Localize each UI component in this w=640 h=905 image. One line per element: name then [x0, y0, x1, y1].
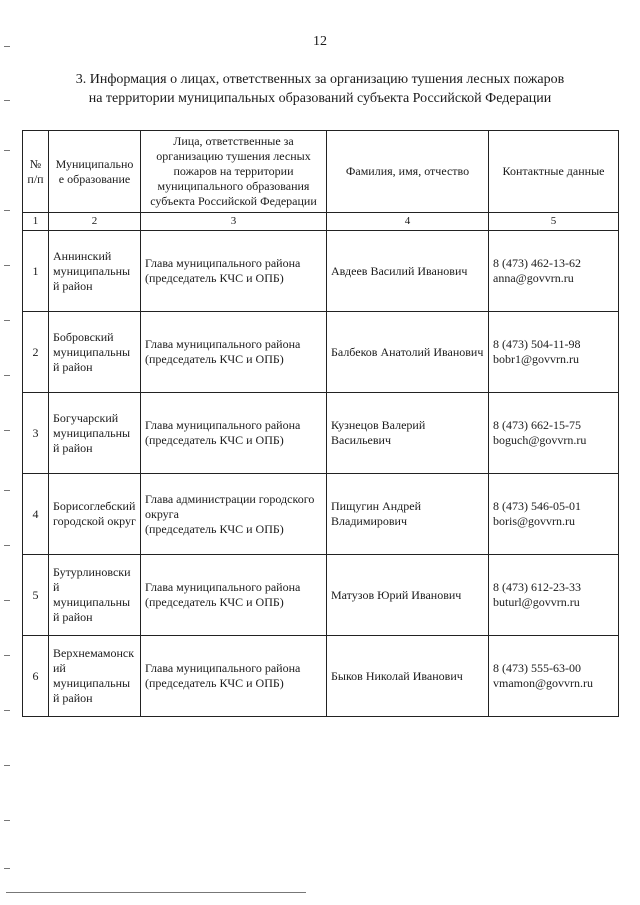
contacts-cell	[489, 636, 619, 717]
responsible-position: Глава муниципального района	[145, 337, 301, 351]
contacts-cell	[489, 231, 619, 312]
scan-tick	[4, 655, 10, 656]
phone-text: 8 (473) 662-15-75	[493, 418, 581, 432]
contacts-cell	[489, 474, 619, 555]
full-name-cell: Авдеев Василий Иванович	[327, 231, 489, 312]
section-title	[40, 70, 600, 108]
table-row	[23, 393, 619, 474]
scan-tick	[4, 150, 10, 151]
phone-text: 8 (473) 462-13-62	[493, 256, 581, 270]
row-number: 4	[23, 474, 49, 555]
row-number: 1	[23, 231, 49, 312]
responsible-role: (председатель КЧС и ОПБ)	[145, 676, 284, 690]
municipality-cell: Богучарский муниципальный район	[49, 393, 141, 474]
table-row	[23, 555, 619, 636]
municipality-cell: Бобровский муниципальный район	[49, 312, 141, 393]
email-text: buturl@govvrn.ru	[493, 595, 580, 609]
column-number: 3	[141, 213, 327, 231]
table-row	[23, 231, 619, 312]
table-row	[23, 312, 619, 393]
municipality-cell: Верхнемамонский муниципальный район	[49, 636, 141, 717]
responsible-role: (председатель КЧС и ОПБ)	[145, 433, 284, 447]
scan-tick	[4, 320, 10, 321]
email-text: vmamon@govvrn.ru	[493, 676, 594, 690]
column-number: 5	[489, 213, 619, 231]
full-name-cell: Пищугин Андрей Владимирович	[327, 474, 489, 555]
phone-text: 8 (473) 504-11-98	[493, 337, 581, 351]
responsible-cell	[141, 555, 327, 636]
table-header-row	[23, 131, 619, 213]
contacts-cell	[489, 555, 619, 636]
responsible-cell	[141, 393, 327, 474]
phone-text: 8 (473) 612-23-33	[493, 580, 581, 594]
responsible-cell	[141, 231, 327, 312]
column-number-row	[23, 213, 619, 231]
responsible-role: (председатель КЧС и ОПБ)	[145, 352, 284, 366]
full-name-cell: Кузнецов Валерий Васильевич	[327, 393, 489, 474]
table-row	[23, 636, 619, 717]
responsible-position: Глава муниципального района	[145, 418, 301, 432]
header-municipality: Муниципальное образование	[49, 131, 141, 213]
scan-tick	[4, 710, 10, 711]
header-responsible: Лица, ответственные за организацию тушения лесных пожаров на территории муниципального образования субъекта Российской Федерации	[141, 131, 327, 213]
section-title-line-1: 3. Информация о лицах, ответственных за организацию тушения лесных пожаров	[75, 72, 565, 87]
scan-tick	[4, 820, 10, 821]
municipality-cell: Бутурлиновский муниципальный район	[49, 555, 141, 636]
scan-tick	[4, 868, 10, 869]
responsible-role: (председатель КЧС и ОПБ)	[145, 271, 284, 285]
header-number: № п/п	[23, 131, 49, 213]
responsible-cell	[141, 312, 327, 393]
responsible-role: (председатель КЧС и ОПБ)	[145, 595, 284, 609]
phone-text: 8 (473) 546-05-01	[493, 499, 581, 513]
row-number: 3	[23, 393, 49, 474]
responsible-cell	[141, 636, 327, 717]
header-full-name: Фамилия, имя, отчество	[327, 131, 489, 213]
scan-tick	[4, 545, 10, 546]
bottom-rule	[6, 892, 306, 893]
full-name-cell: Быков Николай Иванович	[327, 636, 489, 717]
full-name-cell: Балбеков Анатолий Иванович	[327, 312, 489, 393]
column-number: 1	[23, 213, 49, 231]
scan-tick	[4, 600, 10, 601]
responsible-position: Глава муниципального района	[145, 256, 301, 270]
row-number: 6	[23, 636, 49, 717]
table-row	[23, 474, 619, 555]
scan-tick	[4, 490, 10, 491]
header-contacts: Контактные данные	[489, 131, 619, 213]
municipality-cell: Аннинский муниципальный район	[49, 231, 141, 312]
scan-tick	[4, 765, 10, 766]
responsible-position: Глава муниципального района	[145, 580, 301, 594]
email-text: boguch@govvrn.ru	[493, 433, 587, 447]
municipality-cell: Борисоглебский городской округ	[49, 474, 141, 555]
phone-text: 8 (473) 555-63-00	[493, 661, 581, 675]
responsible-position: Глава администрации городского округа	[145, 491, 315, 521]
scan-tick	[4, 100, 10, 101]
scan-tick	[4, 375, 10, 376]
responsible-role: (председатель КЧС и ОПБ)	[145, 521, 284, 536]
scan-tick	[4, 265, 10, 266]
page-number: 12	[313, 34, 327, 49]
section-title-line-2: на территории муниципальных образований субъекта Российской Федерации	[88, 91, 552, 106]
row-number: 2	[23, 312, 49, 393]
full-name-cell: Матузов Юрий Иванович	[327, 555, 489, 636]
email-text: bobr1@govvrn.ru	[493, 352, 580, 366]
email-text: anna@govvrn.ru	[493, 271, 574, 285]
contacts-cell	[489, 312, 619, 393]
scan-tick	[4, 430, 10, 431]
responsible-cell	[141, 474, 327, 555]
row-number: 5	[23, 555, 49, 636]
responsible-position: Глава муниципального района	[145, 661, 301, 675]
email-text: boris@govvrn.ru	[493, 514, 576, 528]
scan-margin-ticks	[4, 0, 12, 905]
scan-tick	[4, 210, 10, 211]
column-number: 4	[327, 213, 489, 231]
contacts-cell	[489, 393, 619, 474]
column-number: 2	[49, 213, 141, 231]
responsible-persons-table	[22, 130, 619, 717]
